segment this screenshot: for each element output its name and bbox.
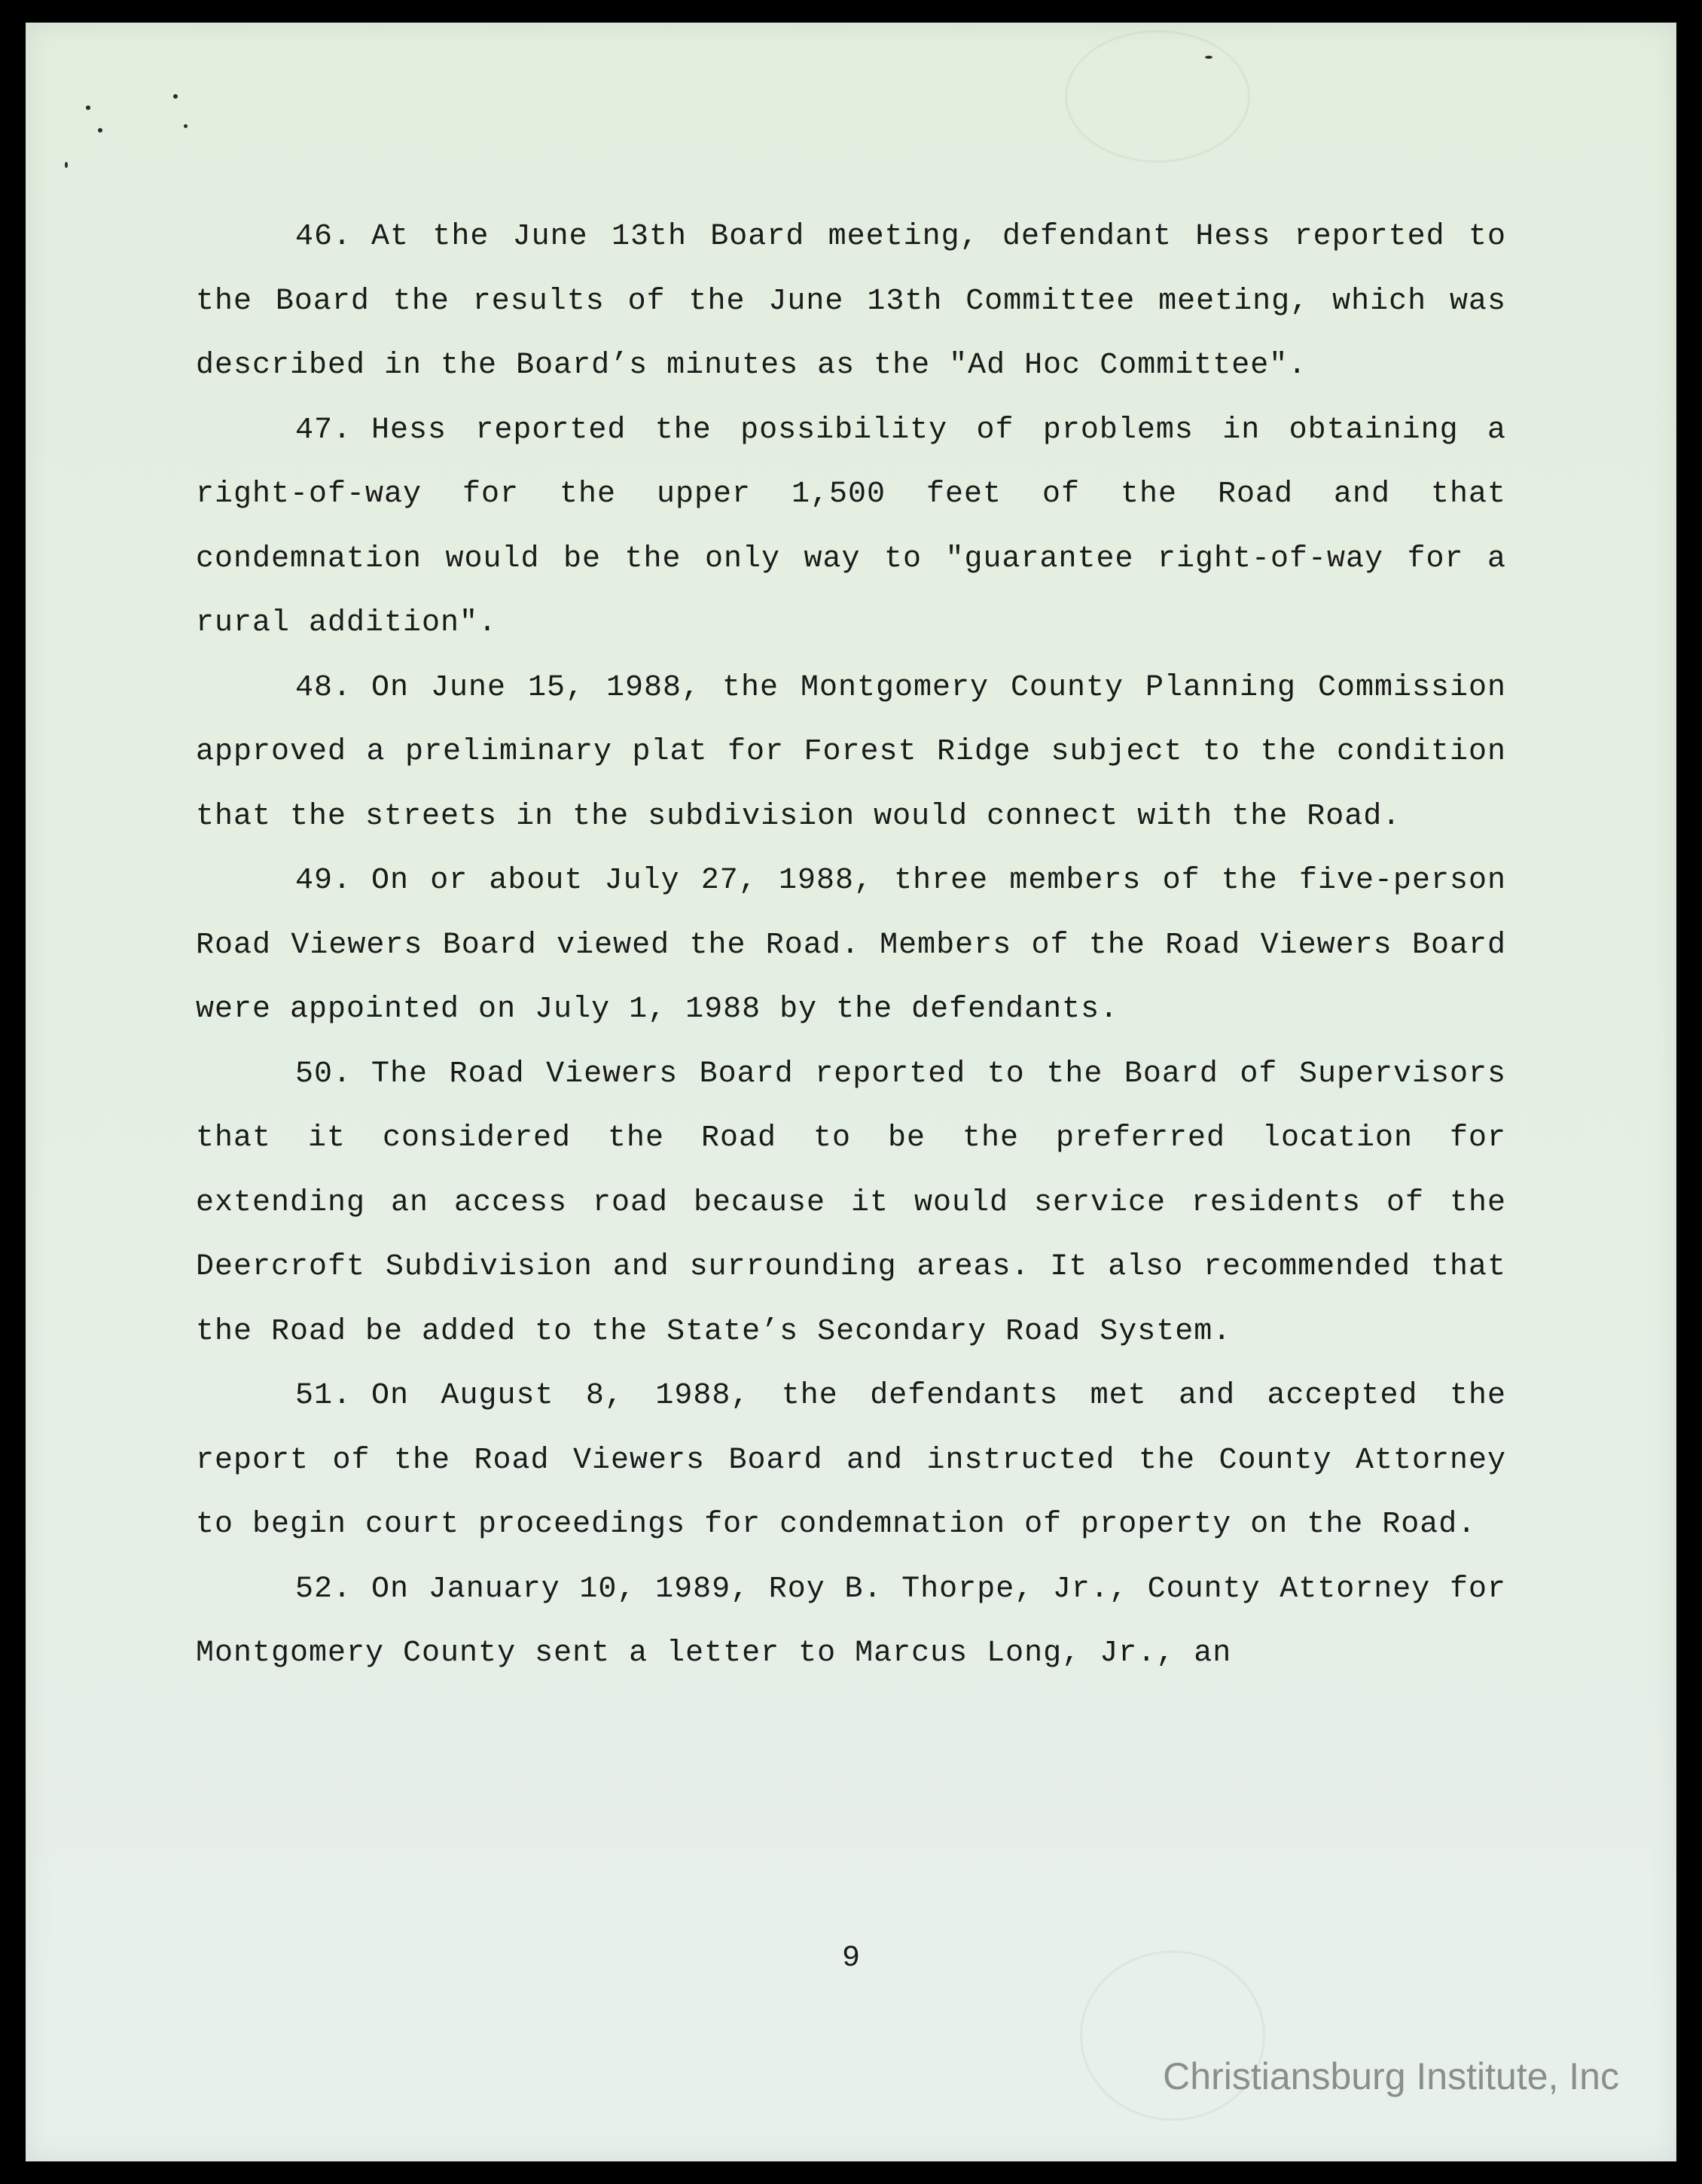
scan-speck <box>1205 56 1212 59</box>
scan-speck <box>184 124 188 128</box>
paragraph-text: At the June 13th Board meeting, defendant Hess reported to the Board the results of the June 13th Committee meeting, which was described in the Board’s minutes as the "Ad Hoc Committee". <box>196 220 1506 383</box>
watermark-seal-top <box>1065 30 1250 163</box>
paragraph-number: 46. <box>295 220 352 254</box>
page-number: 9 <box>841 1942 860 1975</box>
paragraph-48 <box>196 656 1506 850</box>
paragraph-52 <box>196 1557 1506 1686</box>
document-body <box>196 205 1506 1686</box>
paragraph-number: 50. <box>295 1057 352 1091</box>
paragraph-number: 47. <box>295 413 352 447</box>
paragraph-number: 52. <box>295 1572 352 1606</box>
paragraph-50 <box>196 1042 1506 1365</box>
paragraph-text: On August 8, 1988, the defendants met and accepted the report of the Road Viewers Board and instructed the County Attorney to begin court proceedings for condemnation of property on the Road. <box>196 1379 1506 1542</box>
paragraph-text: The Road Viewers Board reported to the Board of Supervisors that it considered the Road to be the preferred location for extending an access road because it would service residents of the Deercroft Subdivision and surrounding areas. It also recommended that the Road be added to the State’s Secondary Road System. <box>196 1057 1506 1349</box>
paragraph-text: Hess reported the possibility of problems in obtaining a right-of-way for the upper 1,500 feet of the Road and that condemnation would be the only way to "guarantee right-of-way for a rural addition". <box>196 413 1506 640</box>
paragraph-number: 48. <box>295 670 352 705</box>
paragraph-text: On January 10, 1989, Roy B. Thorpe, Jr., County Attorney for Montgomery County sent a letter to Marcus Long, Jr., an <box>196 1572 1506 1670</box>
paragraph-49 <box>196 849 1506 1042</box>
scan-speck <box>86 105 90 110</box>
paragraph-47 <box>196 398 1506 656</box>
paragraph-51 <box>196 1364 1506 1557</box>
scan-speck <box>173 94 178 99</box>
scan-speck <box>98 128 102 133</box>
archive-credit: Christiansburg Institute, Inc <box>1163 2055 1619 2097</box>
paragraph-text: On or about July 27, 1988, three members of the five-person Road Viewers Board viewed the Road. Members of the Road Viewers Board were appointed on July 1, 1988 by the defendants. <box>196 864 1506 1026</box>
scan-speck <box>65 162 68 168</box>
paragraph-number: 51. <box>295 1379 352 1413</box>
paragraph-number: 49. <box>295 864 352 898</box>
paragraph-text: On June 15, 1988, the Montgomery County Planning Commission approved a preliminary plat for Forest Ridge subject to the condition that the streets in the subdivision would connect with the Road. <box>196 670 1506 834</box>
paragraph-46 <box>196 205 1506 398</box>
